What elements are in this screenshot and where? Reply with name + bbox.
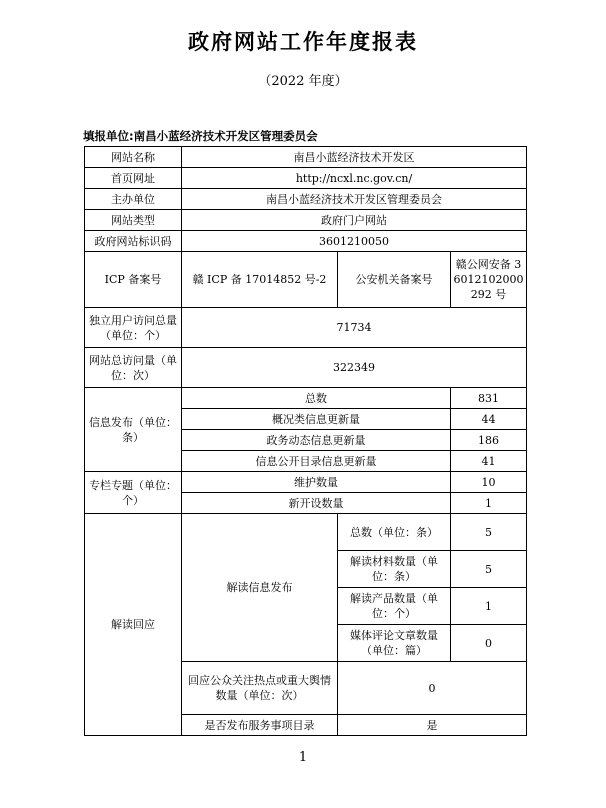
label-info-catalog: 信息公开目录信息更新量 bbox=[182, 451, 451, 472]
label-info-total: 总数 bbox=[182, 388, 451, 409]
value-info-dynamics: 186 bbox=[451, 430, 527, 451]
value-sponsor: 南昌小蓝经济技术开发区管理委员会 bbox=[182, 189, 527, 210]
label-response: 回应公众关注热点或重大舆情数量（单位：次） bbox=[182, 662, 338, 715]
label-info-dynamics: 政务动态信息更新量 bbox=[182, 430, 451, 451]
value-total-visits: 322349 bbox=[182, 348, 527, 388]
label-police-record: 公安机关备案号 bbox=[338, 252, 451, 308]
value-columns-maintained: 10 bbox=[451, 472, 527, 493]
label-columns-new: 新开设数量 bbox=[182, 493, 451, 514]
label-info-overview: 概况类信息更新量 bbox=[182, 409, 451, 430]
value-unique-visitors: 71734 bbox=[182, 308, 527, 348]
row-info-total bbox=[85, 388, 527, 409]
label-site-type: 网站类型 bbox=[85, 210, 182, 231]
label-info-publish: 信息发布（单位：条） bbox=[85, 388, 182, 472]
label-interpret: 解读回应 bbox=[85, 514, 182, 736]
value-info-overview: 44 bbox=[451, 409, 527, 430]
value-homepage: http://ncxl.nc.gov.cn/ bbox=[182, 168, 527, 189]
value-info-total: 831 bbox=[451, 388, 527, 409]
value-interpret-products: 1 bbox=[451, 588, 527, 625]
label-service-dir: 是否发布服务事项目录 bbox=[182, 715, 338, 736]
value-site-type: 政府门户网站 bbox=[182, 210, 527, 231]
label-interpret-media: 媒体评论文章数量（单位：篇） bbox=[338, 625, 451, 662]
value-site-id: 3601210050 bbox=[182, 231, 527, 252]
label-interpret-products: 解读产品数量（单位：个） bbox=[338, 588, 451, 625]
report-table bbox=[84, 146, 527, 736]
value-interpret-materials: 5 bbox=[451, 551, 527, 588]
row-interpret-total bbox=[85, 514, 527, 551]
row-unique-visitors bbox=[85, 308, 527, 348]
row-columns-maintained bbox=[85, 472, 527, 493]
value-police-record: 赣公网安备 36012102000292 号 bbox=[451, 252, 527, 308]
value-info-catalog: 41 bbox=[451, 451, 527, 472]
value-interpret-total: 5 bbox=[451, 514, 527, 551]
value-icp: 赣 ICP 备 17014852 号-2 bbox=[182, 252, 338, 308]
value-site-name: 南昌小蓝经济技术开发区 bbox=[182, 147, 527, 168]
label-sponsor: 主办单位 bbox=[85, 189, 182, 210]
value-interpret-media: 0 bbox=[451, 625, 527, 662]
label-interpret-total: 总数（单位：条） bbox=[338, 514, 451, 551]
row-homepage bbox=[85, 168, 527, 189]
label-homepage: 首页网址 bbox=[85, 168, 182, 189]
report-year: （2022 年度） bbox=[258, 74, 348, 89]
label-interpret-publish: 解读信息发布 bbox=[182, 514, 338, 662]
value-response: 0 bbox=[338, 662, 527, 715]
row-total-visits bbox=[85, 348, 527, 388]
report-title: 政府网站工作年度报表 bbox=[188, 30, 418, 54]
row-site-type bbox=[85, 210, 527, 231]
label-site-name: 网站名称 bbox=[85, 147, 182, 168]
label-site-id: 政府网站标识码 bbox=[85, 231, 182, 252]
label-unique-visitors: 独立用户访问总量（单位：个） bbox=[85, 308, 182, 348]
value-service-dir: 是 bbox=[338, 715, 527, 736]
value-columns-new: 1 bbox=[451, 493, 527, 514]
page-number: 1 bbox=[298, 750, 308, 765]
row-icp bbox=[85, 252, 527, 308]
row-site-name bbox=[85, 147, 527, 168]
row-site-id bbox=[85, 231, 527, 252]
row-sponsor bbox=[85, 189, 527, 210]
label-columns-maintained: 维护数量 bbox=[182, 472, 451, 493]
label-icp: ICP 备案号 bbox=[85, 252, 182, 308]
label-total-visits: 网站总访问量（单位：次） bbox=[85, 348, 182, 388]
filing-unit: 填报单位:南昌小蓝经济技术开发区管理委员会 bbox=[83, 129, 318, 143]
label-columns: 专栏专题（单位：个） bbox=[85, 472, 182, 514]
label-interpret-materials: 解读材料数量（单位：条） bbox=[338, 551, 451, 588]
